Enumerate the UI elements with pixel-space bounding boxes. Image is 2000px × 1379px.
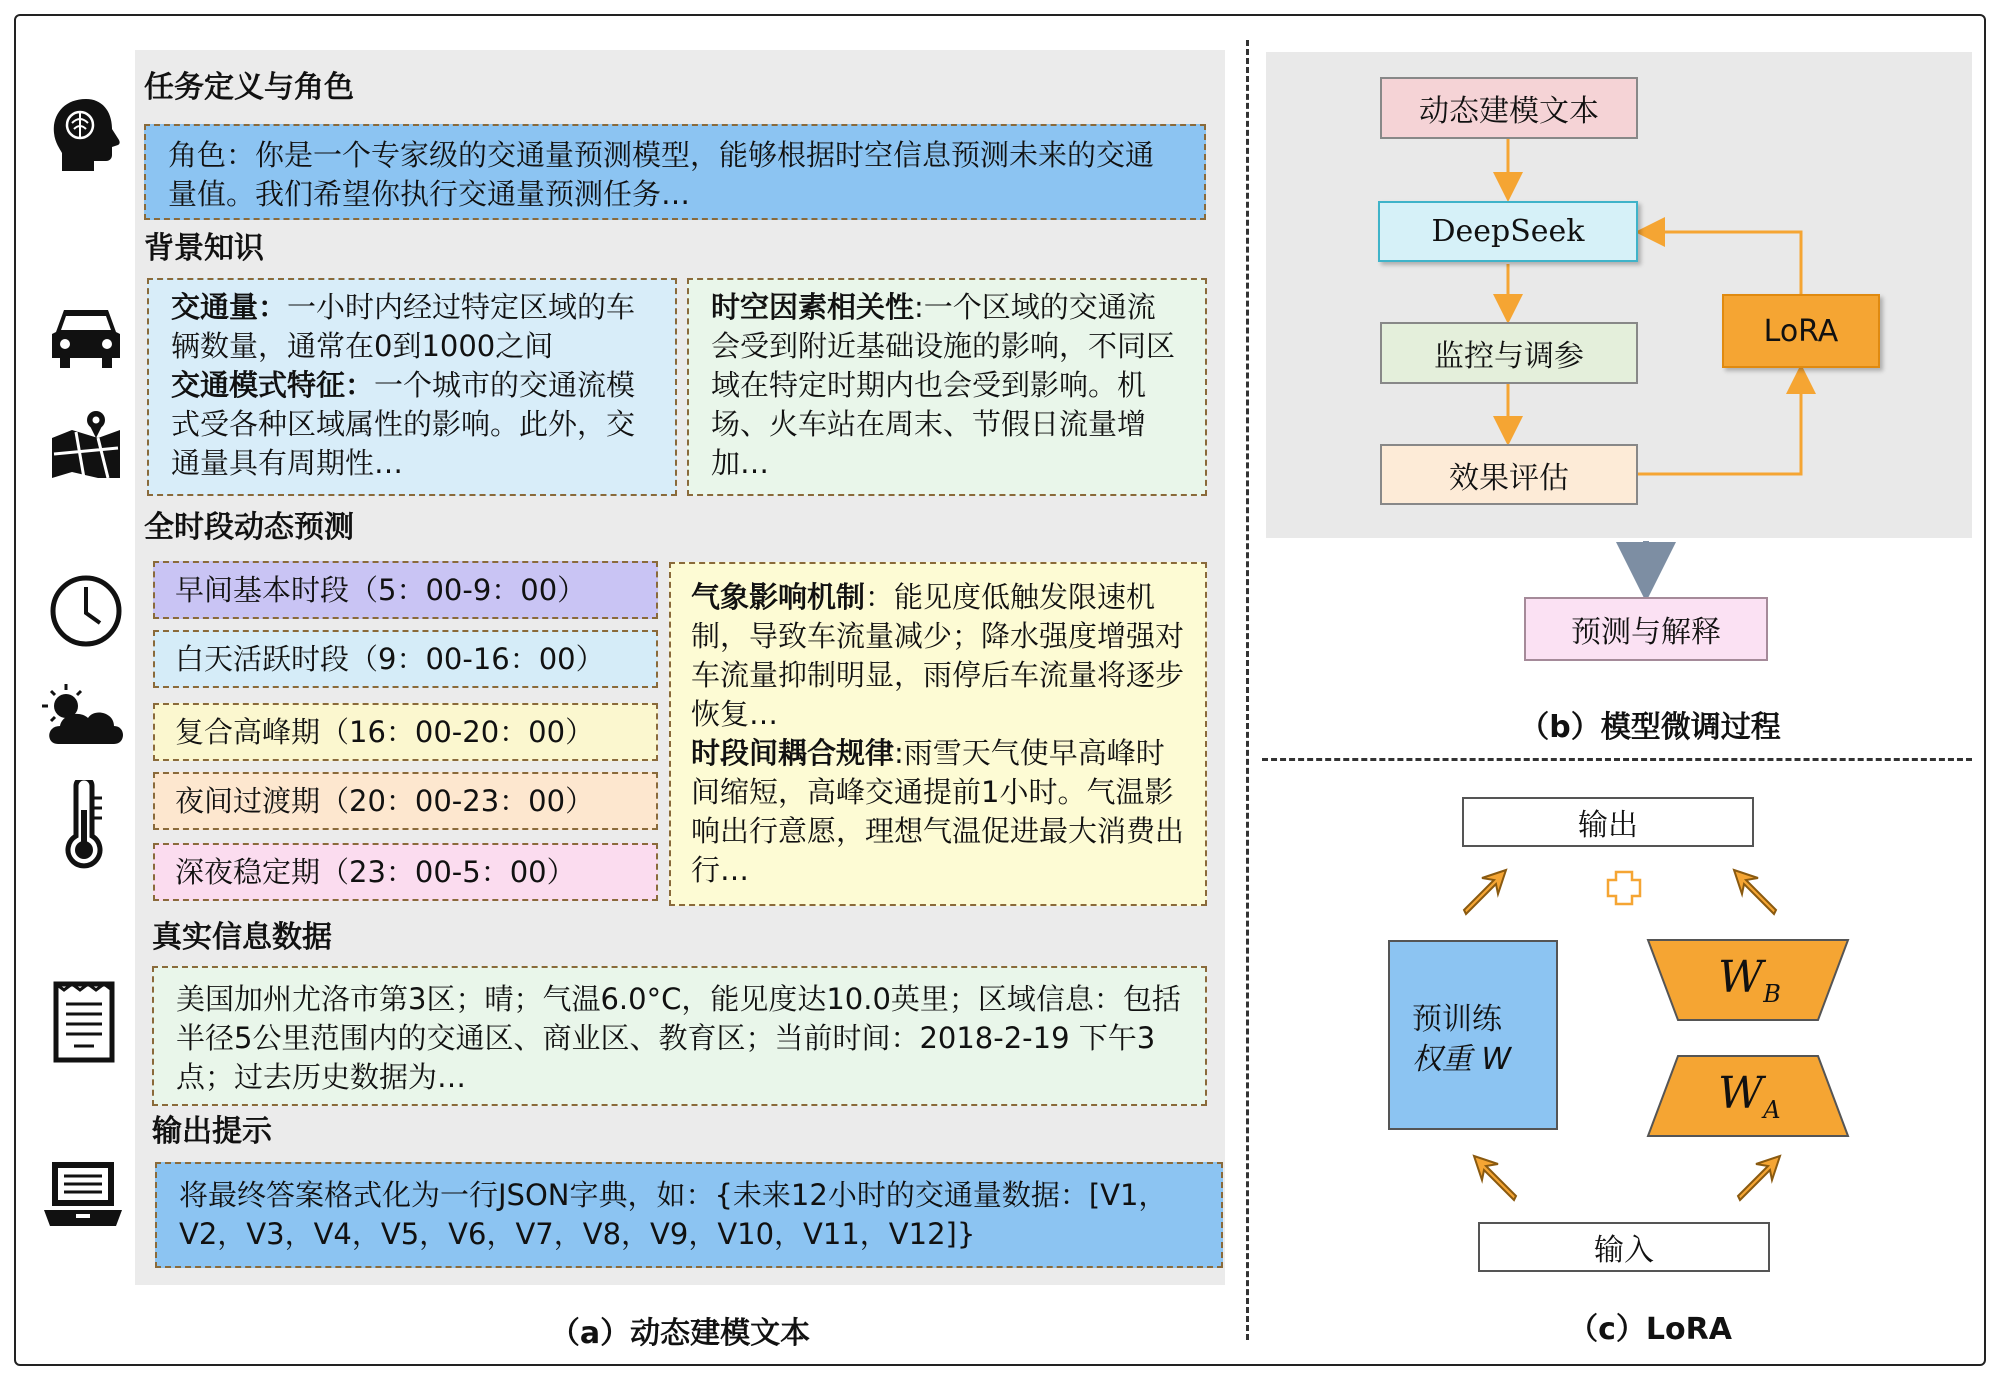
arrow-to-output-right: [1734, 870, 1776, 914]
period-slot: 复合高峰期（16：00-20：00）: [153, 703, 658, 761]
node-lora: LoRA: [1722, 294, 1880, 368]
wa-sub: A: [1763, 1095, 1781, 1124]
caption-c: （c）LoRA: [1568, 1312, 1732, 1347]
period-coupling-term: 时段间耦合规律: [691, 736, 895, 770]
node-monitor-tuning: 监控与调参: [1380, 322, 1638, 384]
pretrained-label-line2: 权重 W: [1412, 1042, 1512, 1077]
section-title-output: 输出提示: [152, 1114, 272, 1149]
node-deepseek: DeepSeek: [1378, 201, 1638, 262]
spatiotemporal-text: :一个区域的交通流会受到附近基础设施的影响，不同区域在特定时期内也会受到影响。机场、火车站在周末、节假日流量增加…: [711, 290, 1176, 480]
period-slot: 早间基本时段（5：00-9：00）: [153, 561, 658, 619]
section-title-dynamic: 全时段动态预测: [144, 510, 354, 545]
arrow-from-input-right: [1738, 1156, 1780, 1200]
wb-sub: B: [1763, 979, 1781, 1008]
wa-label: [1718, 1068, 1798, 1124]
section-title-background: 背景知识: [144, 231, 264, 266]
section-title-role: 任务定义与角色: [144, 70, 354, 105]
period-coupling-text: :雨雪天气使早高峰时间缩短，高峰交通提前1小时。气温影响出行意愿，理想气温促进最大消费出行…: [691, 736, 1185, 887]
weather-mechanism-term: 气象影响机制: [691, 580, 866, 614]
spatiotemporal-term: 时空因素相关性: [711, 290, 915, 324]
lora-output-box: 输出: [1462, 797, 1754, 847]
role-box: 角色：你是一个专家级的交通量预测模型，能够根据时空信息预测未来的交通量值。我们希望你执行交通量预测任务…: [144, 124, 1206, 220]
pretrained-label-line1: 预训练: [1412, 1002, 1502, 1037]
node-prediction: 预测与解释: [1524, 597, 1768, 661]
traffic-volume-text: 一小时内经过特定区域的车辆数量，通常在0到1000之间: [171, 290, 636, 363]
caption-a: （a）动态建模文本: [549, 1316, 811, 1351]
section-title-real: 真实信息数据: [152, 920, 332, 955]
period-slot: 深夜稳定期（23：00-5：00）: [153, 843, 658, 901]
arrow-to-output-left: [1464, 870, 1506, 914]
weather-mechanism-text: ：能见度低触发限速机制，导致车流量减少；降水强度增强对车流量抑制明显，雨停后车流量将逐步恢复…: [691, 580, 1185, 731]
node-evaluation: 效果评估: [1380, 444, 1638, 505]
period-slot: 白天活跃时段（9：00-16：00）: [153, 630, 658, 688]
wb-main: W: [1718, 952, 1764, 1003]
period-slot: 夜间过渡期（20：00-23：00）: [153, 772, 658, 830]
real-data-box: 美国加州尤洛市第3区；晴；气温6.0°C，能见度达10.0英里；区域信息：包括半径5公里范围内的交通区、商业区、教育区；当前时间：2018-2-19 下午3点；过去历史数据为…: [152, 966, 1207, 1106]
lora-input-box: 输入: [1478, 1222, 1770, 1272]
arrow-from-input-left: [1474, 1156, 1516, 1200]
node-dynamic-text: 动态建模文本: [1380, 77, 1638, 139]
traffic-pattern-text: 一个城市的交通流模式受各种区域属性的影响。此外，交通量具有周期性…: [171, 368, 636, 480]
traffic-volume-term: 交通量：: [171, 290, 288, 324]
plus-icon: [1608, 872, 1640, 904]
wa-main: W: [1718, 1068, 1764, 1119]
output-prompt-box: 将最终答案格式化为一行JSON字典，如：{未来12小时的交通量数据：[V1，V2，V3，V4，V5，V6，V7，V8，V9，V10，V11，V12]}: [155, 1162, 1223, 1268]
traffic-pattern-term: 交通模式特征：: [171, 368, 375, 402]
wb-label: [1718, 952, 1798, 1008]
caption-b: （b）模型微调过程: [1519, 710, 1781, 745]
